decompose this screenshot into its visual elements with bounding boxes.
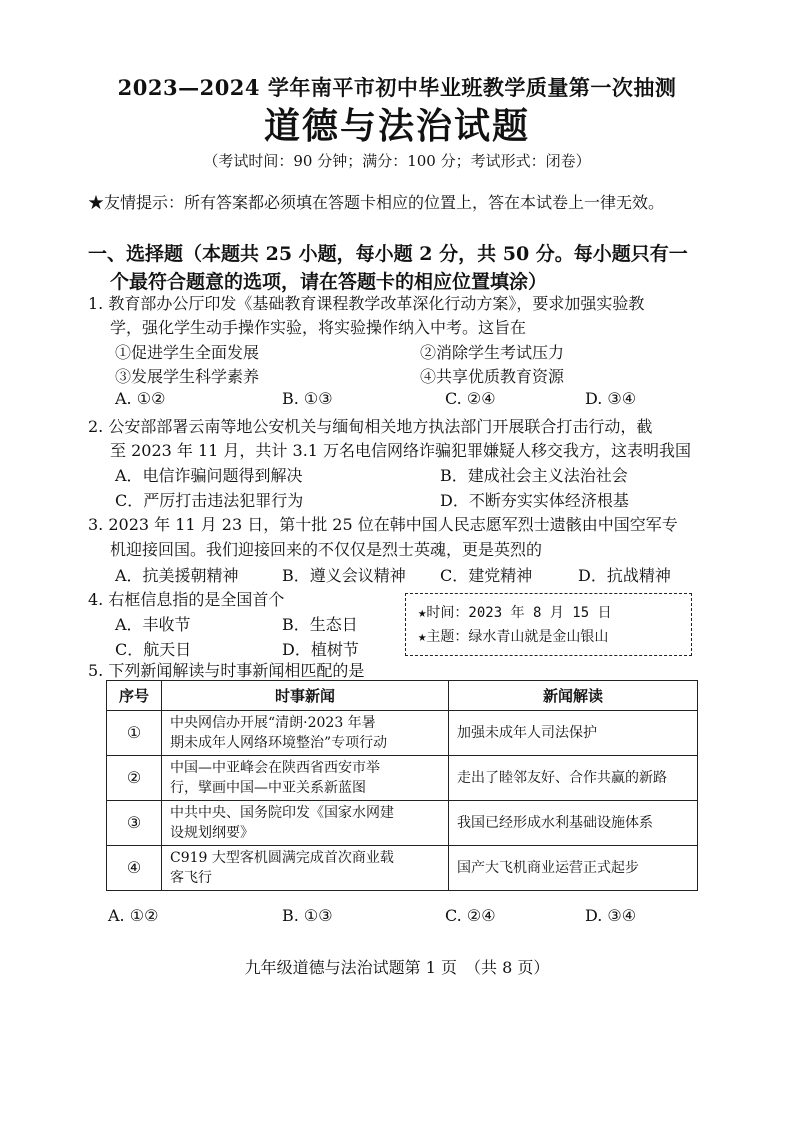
q4-box-theme: ★主题：绿水青山就是金山银山 [418, 629, 609, 645]
q5-option-d[interactable]: D. ③④ [585, 906, 637, 925]
q1-option-a[interactable]: A. ①② [115, 389, 166, 408]
row-number: ① [107, 711, 162, 756]
q4-box-time: ★时间：2023 年 8 月 15 日 [418, 605, 612, 621]
q3-option-c[interactable]: C．建党精神 [440, 566, 533, 585]
q3-option-d[interactable]: D．抗战精神 [578, 566, 671, 585]
q5-option-b[interactable]: B. ①③ [282, 906, 333, 925]
q1-stem-line1: 1. 教育部办公厅印发《基础教育课程教学改革深化行动方案》，要求加强实验教 [88, 294, 645, 313]
q2-stem-line1: 2. 公安部部署云南等地公安机关与缅甸相关地方执法部门开展联合打击行动，截 [88, 417, 653, 436]
exam-info: （考试时间：90 分钟；满分：100 分；考试形式：闭卷） [203, 152, 591, 170]
page-footer: 九年级道德与法治试题第 1 页 （共 8 页） [244, 958, 550, 977]
q3-stem-line2: 机迎接回国。我们迎接回来的不仅仅是烈士英魂，更是英烈的 [110, 540, 543, 559]
row-number: ③ [107, 801, 162, 846]
q5-option-a[interactable]: A. ①② [108, 906, 159, 925]
q3-option-b[interactable]: B．遵义会议精神 [282, 566, 406, 585]
row-news-line2: 设规划纲要》 [170, 825, 254, 841]
row-interpretation: 我国已经形成水利基础设施体系 [449, 801, 698, 846]
q4-stem: 4. 右框信息指的是全国首个 [88, 590, 285, 609]
q1-item-3: ③发展学生科学素养 [115, 367, 260, 386]
row-interpretation: 国产大飞机商业运营正式起步 [449, 846, 698, 891]
q1-item-1: ①促进学生全面发展 [115, 343, 260, 362]
section-heading-line2: 个最符合题意的选项，请在答题卡的相应位置填涂） [110, 271, 548, 293]
row-number: ② [107, 756, 162, 801]
q4-option-c[interactable]: C．航天日 [115, 640, 192, 659]
q5-option-c[interactable]: C. ②④ [445, 906, 496, 925]
q1-option-d[interactable]: D. ③④ [585, 389, 637, 408]
row-number: ④ [107, 846, 162, 891]
table-row [107, 801, 698, 846]
table-header-row [107, 681, 698, 711]
q1-stem-line2: 学，强化学生动手操作实验，将实验操作纳入中考。这旨在 [110, 318, 527, 337]
row-news-line1: 中国—中亚峰会在陕西省西安市举 [170, 760, 380, 776]
exam-title-subject: 道德与法治试题 [263, 105, 530, 147]
row-news [162, 846, 449, 891]
row-news-line2: 行，擘画中国—中亚关系新蓝图 [170, 780, 366, 796]
q2-option-a[interactable]: A．电信诈骗问题得到解决 [115, 466, 303, 485]
row-news [162, 756, 449, 801]
q1-item-4: ④共享优质教育资源 [420, 367, 565, 386]
news-table [106, 680, 698, 891]
header-news: 时事新闻 [162, 681, 449, 711]
row-news-line1: 中共中央、国务院印发《国家水网建 [170, 805, 394, 821]
q3-stem-line1: 3. 2023 年 11 月 23 日，第十批 25 位在韩中国人民志愿军烈士遗骸由中国空军专 [88, 515, 678, 534]
row-news-line2: 客飞行 [170, 870, 212, 886]
q1-option-b[interactable]: B. ①③ [282, 389, 333, 408]
section-heading [88, 240, 688, 296]
q4-option-a[interactable]: A．丰收节 [115, 615, 191, 634]
q2-option-c[interactable]: C．严厉打击违法犯罪行为 [115, 491, 304, 510]
row-news [162, 801, 449, 846]
header-interpretation: 新闻解读 [449, 681, 698, 711]
row-interpretation: 走出了睦邻友好、合作共赢的新路 [449, 756, 698, 801]
friendly-tip: ★友情提示：所有答案都必须填在答题卡相应的位置上，答在本试卷上一律无效。 [88, 193, 665, 212]
table-row [107, 846, 698, 891]
q3-option-a[interactable]: A．抗美援朝精神 [115, 566, 239, 585]
q1-item-2: ②消除学生考试压力 [420, 343, 565, 362]
table-row [107, 756, 698, 801]
section-heading-line1: 一、选择题（本题共 25 小题，每小题 2 分，共 50 分。每小题只有一 [88, 243, 688, 265]
row-news [162, 711, 449, 756]
q2-option-d[interactable]: D．不断夯实实体经济根基 [440, 491, 629, 510]
exam-title-line1: 2023—2024 学年南平市初中毕业班教学质量第一次抽测 [117, 75, 677, 100]
q5-stem: 5. 下列新闻解读与时事新闻相匹配的是 [88, 661, 365, 680]
q2-stem-line2: 至 2023 年 11 月，共计 3.1 万名电信网络诈骗犯罪嫌疑人移交我方，这表明我国 [110, 441, 692, 460]
row-news-line1: 中央网信办开展“清朗·2023 年暑 [170, 715, 376, 731]
q4-option-d[interactable]: D．植树节 [282, 640, 359, 659]
row-news-line2: 期未成年人网络环境整治”专项行动 [170, 735, 388, 751]
row-interpretation: 加强未成年人司法保护 [449, 711, 698, 756]
q4-info-box [405, 593, 692, 656]
q2-option-b[interactable]: B．建成社会主义法治社会 [440, 466, 628, 485]
row-news-line1: C919 大型客机圆满完成首次商业载 [170, 850, 394, 866]
table-row [107, 711, 698, 756]
q4-option-b[interactable]: B．生态日 [282, 615, 358, 634]
q1-option-c[interactable]: C. ②④ [445, 389, 496, 408]
header-number: 序号 [107, 681, 162, 711]
